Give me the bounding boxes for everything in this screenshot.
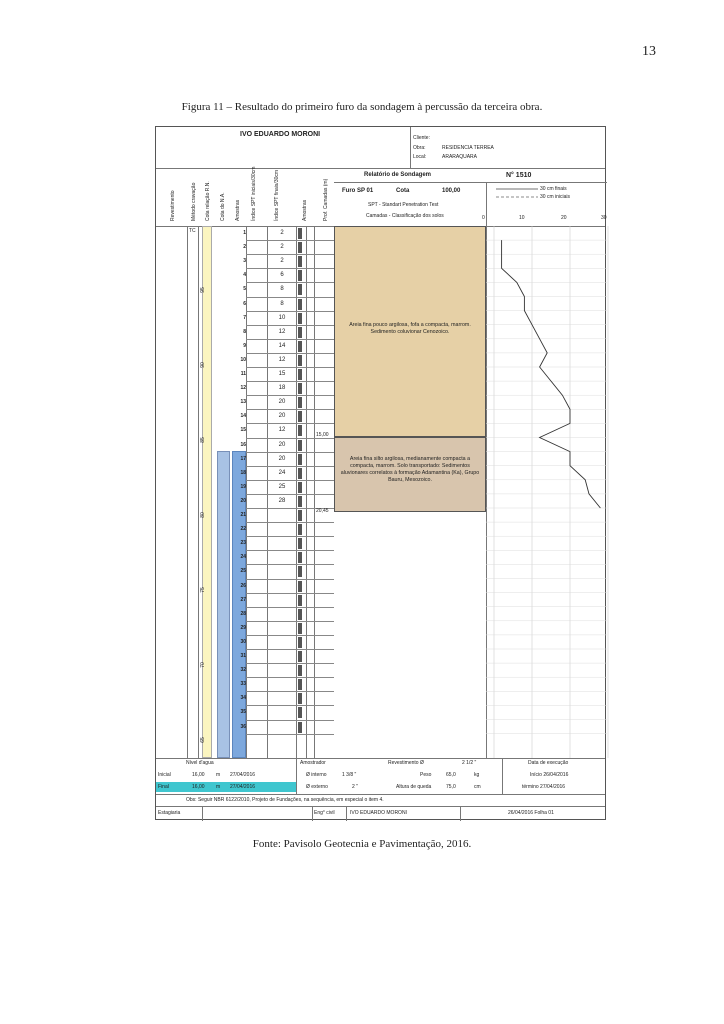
sample-number: 13 [240,399,246,406]
obra-value: RESIDENCIA TERREA [442,145,494,151]
row-line [246,268,334,269]
soil-layer-1 [334,226,486,437]
figure-caption: Figura 11 – Resultado do primeiro furo da sondagem à percussão da terceira obra. [181,101,543,113]
spt-label: SPT - Standart Penetration Test [368,202,439,208]
row-line [246,564,334,565]
interno-value: 1 3/8 " [342,772,357,778]
row-line [246,663,334,664]
sample-mark [298,595,302,606]
legend-iniciais: 30 cm iniciais [540,194,571,200]
row-line [246,649,334,650]
sample-number: 14 [240,413,246,420]
sample-mark [298,623,302,634]
axis-tick-30: 30 [601,215,607,221]
row-line [246,240,334,241]
row-line [246,381,334,382]
cota-tick: 95 [199,287,206,293]
sample-number: 8 [243,328,246,335]
peso-label: Peso [420,772,432,778]
row-line [246,494,334,495]
col-spt-finais: Índice SPT finais/30cm [274,169,280,221]
row-line [246,339,334,340]
data-execucao-label: Data de execução [528,760,569,766]
sample-number: 5 [243,286,246,293]
row-line [246,311,334,312]
sample-number: 12 [240,385,246,392]
axis-tick-20: 20 [561,215,567,221]
cliente-label: Cliente: [413,135,430,141]
col-metodo: Método cravação [191,182,197,221]
row-line [246,282,334,283]
spt-value: 15 [278,371,286,377]
col-revestimento: Revestimento [170,190,176,221]
sample-number: 10 [240,356,246,363]
col-amostras: Amostras [235,199,241,221]
row-line [246,395,334,396]
page-number: 13 [642,44,656,59]
sample-mark [298,651,302,662]
externo-value: 2 " [352,784,358,790]
obra-label: Obra: [413,145,426,151]
spt-value: 25 [278,483,286,490]
row-line [246,254,334,255]
inicio-date: Início 26/04/2016 [530,772,569,778]
cota-tick: 85 [199,437,206,443]
cota-tick: 65 [199,737,206,743]
sample-mark [298,341,302,352]
revestimento-label: Revestimento Ø [388,760,424,766]
local-label: Local: [413,154,427,160]
sample-mark [298,538,302,549]
sample-number: 30 [240,638,246,645]
row-line [246,297,334,298]
spt-value: 20 [278,413,286,420]
sample-number: 24 [240,554,246,561]
cota-label: Cota [396,188,410,194]
axis-tick-0: 0 [482,215,485,221]
sample-mark [298,299,302,310]
cota-tick: 70 [199,662,206,668]
col-cota: Cota relação R.N. [205,181,211,221]
eng-label: Eng° civil [314,810,335,816]
row-line [246,607,334,608]
soil-layer-2 [334,437,486,512]
col-amostras-2: Amostras [302,199,308,221]
spt-value: 28 [278,497,286,504]
obs-note: Obs: Seguir NBR 6122/2010, Projeto de Fundações, na sequência, em especial o item 4. [186,797,384,803]
company-name: IVO EDUARDO MORONI [240,131,321,138]
sample-number: 17 [240,455,246,462]
revestimento-value: 2 1/2 " [462,760,477,766]
inicial-date: 27/04/2016 [230,772,256,778]
sample-mark [298,270,302,281]
row-line [246,325,334,326]
sample-mark [298,679,302,690]
spt-value: 20 [278,399,286,406]
row-line [246,522,334,523]
spt-chart [486,226,607,758]
sample-number: 31 [240,653,246,659]
altura-value: 75,0 [446,784,456,790]
row-line [246,409,334,410]
row-line [246,480,334,481]
termino-date: término 27/04/2016 [522,784,566,790]
sample-mark [298,524,302,535]
sample-mark [298,327,302,338]
sample-number: 6 [243,300,246,307]
sample-number: 34 [240,695,246,702]
final-row [156,782,296,792]
peso-unit: kg [474,772,480,778]
sample-mark [298,609,302,620]
sample-number: 26 [240,582,246,589]
row-line [246,635,334,636]
local-value: ARARAQUARA [442,154,478,160]
cota-tick: 80 [199,512,206,518]
row-line [246,579,334,580]
spt-value: 12 [278,328,286,335]
sample-number: 7 [243,314,246,321]
row-line [246,593,334,594]
externo-label: Ø externo [306,784,328,790]
sample-number: 36 [240,723,246,730]
row-line [246,353,334,354]
sample-mark [298,397,302,408]
camadas-label: Camadas - Classificação dos solos [366,213,444,219]
spt-value: 20 [278,455,286,462]
spt-value: 24 [278,469,286,476]
sample-mark [298,707,302,718]
cota-band [199,226,212,758]
sample-number: 2 [243,244,246,251]
spt-value: 8 [280,286,284,293]
sample-mark [298,637,302,648]
depth-label-20: 20,45 [316,508,329,514]
sample-number: 16 [240,441,246,448]
boring-report [155,126,606,820]
sample-mark [298,482,302,493]
sample-number: 28 [240,610,246,617]
final-unit: m [216,784,221,790]
sample-number: 19 [240,483,246,490]
sample-mark [298,552,302,563]
axis-tick-10: 10 [519,215,525,221]
inicial-label: Inicial [158,772,171,778]
row-line [246,734,334,735]
sample-mark [298,228,302,239]
estagiaria-label: Estagiaria [158,810,181,816]
sample-number: 1 [243,230,246,236]
altura-label: Altura de queda [396,784,432,790]
sample-mark [298,496,302,507]
interno-label: Ø interno [306,772,327,778]
layer-1-text: Areia fina pouco argilosa, fofa a compacta, marrom. Sedimento coluvionar Cenozoico. [349,322,471,335]
sample-number: 35 [240,709,246,716]
sample-mark [298,693,302,704]
sample-number: 4 [243,272,246,279]
spt-value: 2 [280,230,284,236]
figure-source: Fonte: Pavisolo Geotecnia e Pavimentação, 2016. [252,838,472,850]
cota-tick: 90 [199,362,206,368]
inicial-value: 16,00 [192,772,205,778]
row-line [246,691,334,692]
row-line [246,423,334,424]
sample-mark [298,355,302,366]
altura-unit: cm [474,784,481,790]
inicial-unit: m [216,772,221,778]
row-line [246,550,334,551]
sample-mark [298,383,302,394]
row-line [246,705,334,706]
legend-finais: 30 cm finais [540,186,567,192]
sample-number: 11 [240,371,246,377]
amostrador-label: Amostrador [300,760,326,766]
depth-label-15: 15,00 [316,432,329,438]
sample-mark [298,369,302,380]
row-line [246,536,334,537]
sample-mark [298,425,302,436]
sample-mark [298,665,302,676]
layer-2-text: Areia fina silto argilosa, medianamente compacta a compacta, marrom. Solo transportado: Sedimentos aluvionares correlatos à formação Adamantina (Ka), Grupo Bauru, Mesozoico. [340,456,480,483]
spt-value: 2 [280,258,284,265]
spt-value: 2 [280,244,284,251]
sample-mark [298,722,302,733]
sample-mark [298,440,302,451]
sample-number: 25 [240,568,246,575]
row-line [246,452,334,453]
spt-value: 12 [278,356,286,363]
sample-mark [298,284,302,295]
sample-number: 32 [240,667,246,674]
sample-mark [298,468,302,479]
col-spt-iniciais: Índice SPT iniciais/30cm [251,166,257,221]
sample-number: 18 [240,469,246,476]
report-title: Relatório de Sondagem [364,172,432,178]
sample-mark [298,313,302,324]
sample-number: 20 [240,497,246,504]
report-number: N° 1510 [506,172,532,179]
sample-mark [298,256,302,267]
row-line [246,367,334,368]
sample-mark [298,581,302,592]
row-line [246,720,334,721]
sample-number: 27 [240,596,246,603]
sample-mark [298,454,302,465]
final-value: 16,00 [192,784,205,790]
sample-mark [298,566,302,577]
sample-number: 33 [240,681,246,688]
final-date: 27/04/2016 [230,784,256,790]
nivel-agua-label: Nível d'agua [186,760,214,766]
spt-value: 8 [280,300,284,307]
sample-number: 21 [240,512,246,518]
row-line [246,677,334,678]
sample-number: 29 [240,624,246,631]
row-line [246,466,334,467]
sample-number: 22 [240,526,246,533]
folha: 26/04/2016 Folha 01 [508,810,554,816]
eng-name: IVO EDUARDO MORONI [350,810,407,816]
spt-value: 18 [278,385,286,392]
spt-value: 14 [278,342,286,349]
col-prof: Prof. Camadas (m) [323,178,329,221]
spt-value: 10 [278,314,286,321]
col-cota-na: Cota do N.A. [220,192,226,221]
water-level-band [217,451,230,758]
spt-line [502,240,601,508]
sample-number: 23 [240,540,246,547]
cota-value: 100,00 [442,188,461,194]
sample-mark [298,242,302,253]
spt-value: 6 [280,272,284,279]
spt-value: 20 [278,441,286,448]
legend-lines [494,185,544,205]
sample-mark [298,510,302,521]
spt-value: 12 [278,427,286,434]
furo: Furo SP 01 [342,188,374,194]
peso-value: 65,0 [446,772,456,778]
metodo-tc: TC [189,228,196,234]
sample-number: 15 [240,427,246,434]
sample-number: 3 [243,258,246,265]
row-line [246,621,334,622]
cota-tick: 75 [199,587,206,593]
sample-number: 9 [243,342,246,349]
final-label: Final [158,784,169,790]
sample-mark [298,411,302,422]
